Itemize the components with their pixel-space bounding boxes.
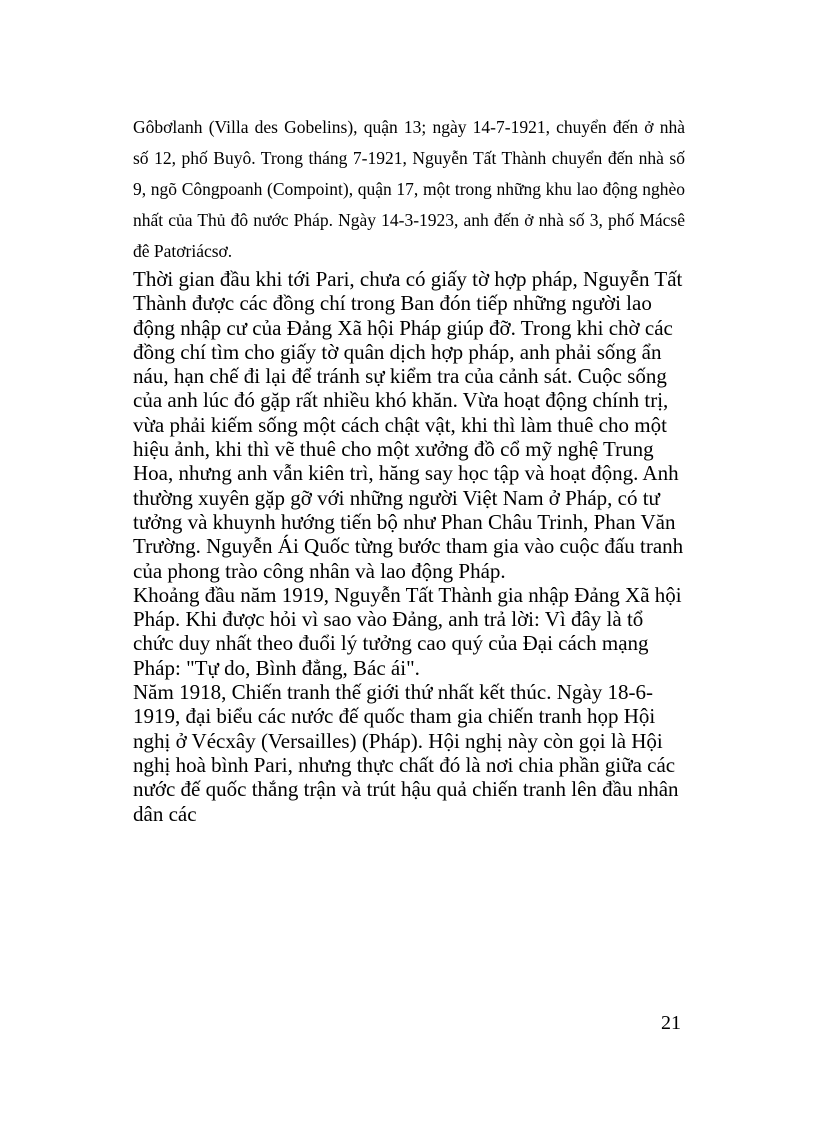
paragraph-versailles-conference: Năm 1918, Chiến tranh thế giới thứ nhất kết thúc. Ngày 18-6-1919, đại biểu các nước đế quốc tham gia chiến tranh họp Hội nghị ở Vécxây (Versailles) (Pháp). Hội nghị này còn gọi là Hội nghị hoà bình Pari, nhưng thực chất đó là nơi chia phần giữa các nước đế quốc thắng trận và trút hậu quả chiến tranh lên đầu nhân dân các — [133, 680, 679, 826]
page-body — [133, 112, 685, 826]
paragraph-early-life-in-paris: Thời gian đầu khi tới Pari, chưa có giấy tờ hợp pháp, Nguyễn Tất Thành được các đồng chí trong Ban đón tiếp những người lao động nhập cư của Đảng Xã hội Pháp giúp đỡ. Trong khi chờ các đồng chí tìm cho giấy tờ quân dịch hợp pháp, anh phải sống ẩn náu, hạn chế đi lại để tránh sự kiểm tra của cảnh sát. Cuộc sống của anh lúc đó gặp rất nhiều khó khăn. Vừa hoạt động chính trị, vừa phải kiếm sống một cách chật vật, khi thì làm thuê cho một hiệu ảnh, khi thì vẽ thuê cho một xưởng đồ cổ mỹ nghệ Trung Hoa, nhưng anh vẫn kiên trì, hăng say học tập và hoạt động. Anh thường xuyên gặp gỡ với những người Việt Nam ở Pháp, có tư tưởng và khuynh hướng tiến bộ như Phan Châu Trinh, Phan Văn Trường. Nguyễn Ái Quốc từng bước tham gia vào cuộc đấu tranh của phong trào công nhân và lao động Pháp. — [133, 267, 684, 583]
paragraph-residence-addresses: Gôbơlanh (Villa des Gobelins), quận 13; ngày 14-7-1921, chuyển đến ở nhà số 12, phố Buyô. Trong tháng 7-1921, Nguyễn Tất Thành chuyển đến nhà số 9, ngõ Côngpoanh (Compoint), quận 17, một trong những khu lao động nghèo nhất của Thủ đô nước Pháp. Ngày 14-3-1923, anh đến ở nhà số 3, phố Mácsê đê Patơriácsơ. — [133, 117, 685, 261]
page-number: 21 — [661, 1012, 681, 1034]
paragraph-joining-socialist-party: Khoảng đầu năm 1919, Nguyễn Tất Thành gia nhập Đảng Xã hội Pháp. Khi được hỏi vì sao vào Đảng, anh trả lời: Vì đây là tổ chức duy nhất theo đuổi lý tưởng cao quý của Đại cách mạng Pháp: "Tự do, Bình đẳng, Bác ái". — [133, 582, 682, 680]
